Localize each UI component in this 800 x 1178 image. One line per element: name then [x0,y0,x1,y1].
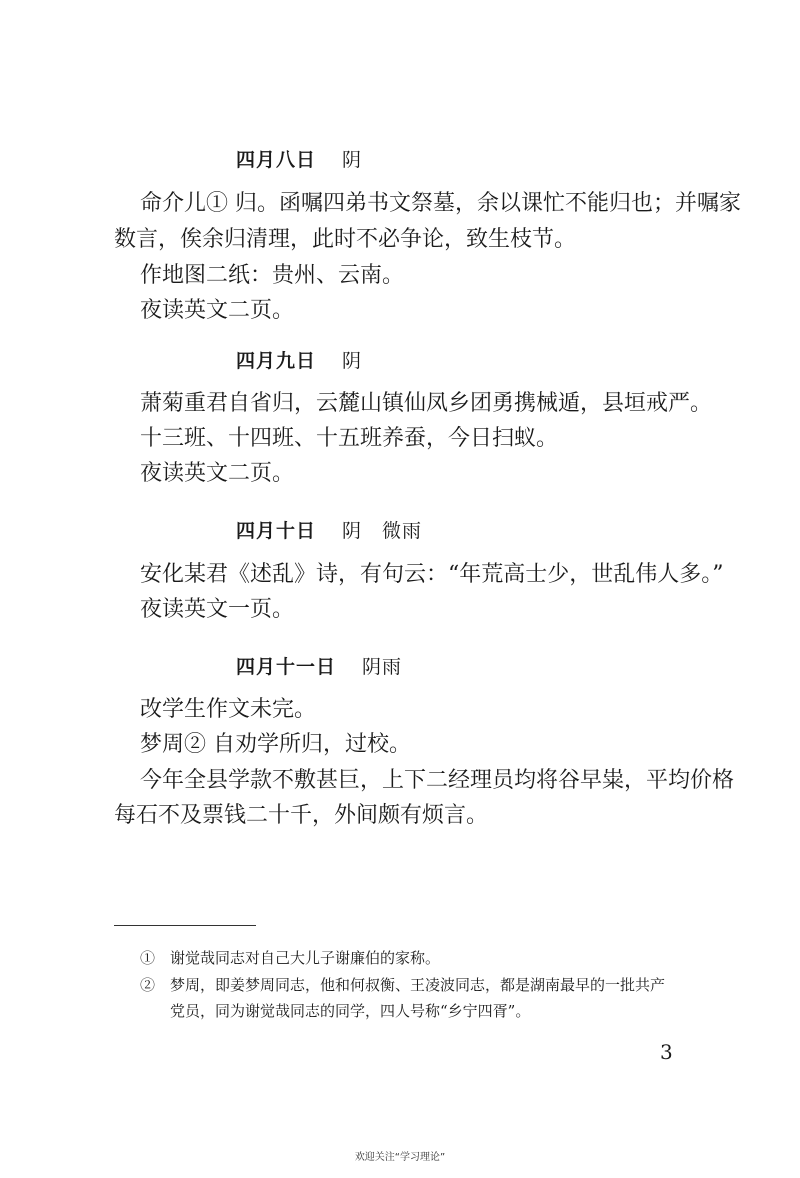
entry-heading-apr-9 [236,346,362,373]
entry-line: 数言，俟余归清理，此时不必争论，致生枝节。 [114,227,577,252]
entry-line: 十三班、十四班、十五班养蚕，今日扫蚁。 [140,426,559,451]
footnote-divider [114,925,256,926]
entry-date: 四月八日 [236,149,317,171]
entry-line: 每石不及票钱二十千，外间颇有烦言。 [114,803,489,828]
entry-line: 夜读英文二页。 [140,298,295,323]
watermark-text: 欢迎关注“学习理论” [354,1152,446,1163]
entry-line: 改学生作文未完。 [140,697,317,722]
entry-line: 作地图二纸：贵州、云南。 [140,263,405,288]
footnote-2: ② 梦周，即姜梦周同志，他和何叔衡、王凌波同志，都是湖南最早的一批共产 [140,976,666,994]
entry-line: 安化某君《述乱》诗，有句云：“年荒高士少，世乱伟人多。” [140,562,724,587]
page-number: 3 [660,1040,673,1064]
entry-heading-apr-8 [236,145,362,172]
entry-date: 四月九日 [236,350,317,372]
entry-date: 四月十日 [236,520,317,542]
footnote-2-continued: 党员，同为谢觉哉同志的同学，四人号称“乡宁四胥”。 [140,1002,531,1020]
entry-date: 四月十一日 [236,656,337,678]
entry-line: 梦周② 自劝学所归，过校。 [140,732,411,757]
entry-weather: 阴 微雨 [342,520,423,542]
footnote-1: ① 谢觉哉同志对自己大儿子谢廉伯的家称。 [140,949,441,967]
entry-weather: 阴雨 [362,656,403,678]
entry-line: 命介儿① 归。函嘱四弟书文祭墓，余以课忙不能归也；并嘱家 [140,191,741,216]
entry-line: 萧菊重君自省归，云麓山镇仙凤乡团勇携械遁，县垣戒严。 [140,391,713,416]
entry-weather: 阴 [342,149,363,171]
entry-line: 夜读英文一页。 [140,597,295,622]
entry-heading-apr-11 [236,652,402,679]
entry-heading-apr-10 [236,516,422,543]
entry-line: 夜读英文二页。 [140,461,295,486]
entry-line: 今年全县学款不敷甚巨，上下二经理员均将谷早粜，平均价格 [140,768,735,793]
entry-weather: 阴 [342,350,363,372]
